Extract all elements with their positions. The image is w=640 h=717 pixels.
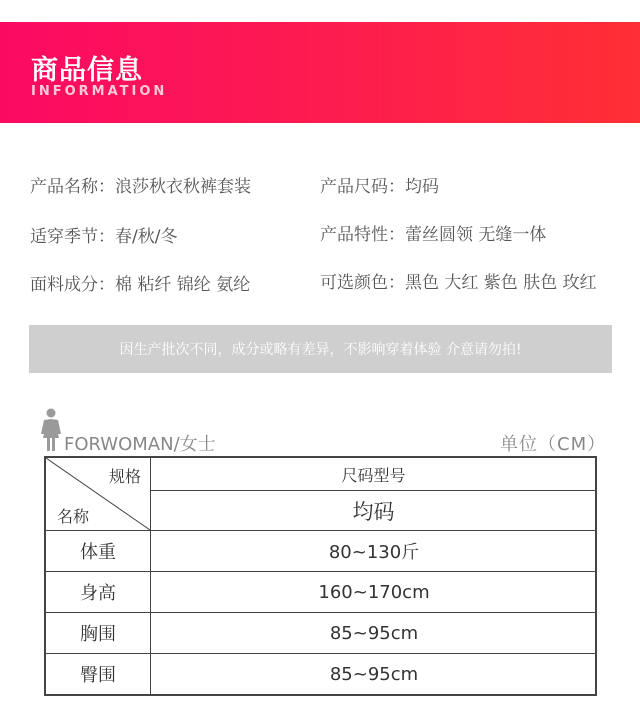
info-feature — [320, 220, 546, 245]
row-value: 160~170cm — [318, 581, 430, 603]
info-colors — [320, 268, 597, 293]
info-label: 面料成分： — [30, 275, 115, 295]
size-table — [44, 456, 597, 696]
info-season — [30, 222, 177, 247]
info-product-name — [30, 172, 251, 197]
info-label: 产品名称： — [30, 177, 115, 197]
info-label: 产品尺码： — [320, 177, 405, 197]
notice-bar: 因生产批次不同，成分或略有差异，不影响穿着体验 介意请勿拍! — [29, 325, 612, 373]
info-label: 产品特性： — [320, 225, 405, 245]
info-size — [320, 172, 439, 197]
info-value: 黑色 大红 紫色 肤色 玫红 — [405, 273, 597, 293]
row-name: 臀围 — [80, 665, 116, 686]
info-value: 棉 粘纤 锦纶 氨纶 — [115, 275, 251, 295]
row-name: 胸围 — [80, 624, 116, 645]
female-person-icon — [40, 408, 62, 452]
column-header: 尺码型号 — [341, 465, 406, 485]
info-value: 浪莎秋衣秋裤套装 — [115, 177, 251, 197]
row-name: 体重 — [80, 542, 116, 563]
row-name: 身高 — [80, 583, 116, 604]
corner-label-top: 规格 — [108, 466, 141, 486]
unit-label: 单位（CM） — [500, 434, 607, 455]
banner-title: 商品信息 — [31, 55, 143, 86]
info-value: 蕾丝圆领 无缝一体 — [405, 225, 547, 245]
row-divider — [150, 490, 597, 491]
corner-label-bottom: 名称 — [56, 506, 89, 526]
row-value: 85~95cm — [329, 622, 419, 644]
info-material — [30, 270, 250, 295]
row-value: 80~130斤 — [328, 542, 420, 563]
row-value: 85~95cm — [329, 663, 419, 685]
info-value: 均码 — [405, 177, 439, 197]
banner-subtitle: INFORMATION — [31, 84, 168, 99]
info-label: 可选颜色： — [320, 273, 405, 293]
info-value: 春/秋/冬 — [115, 227, 178, 247]
info-label: 适穿季节： — [30, 227, 115, 247]
info-banner — [0, 22, 640, 123]
gender-label: FORWOMAN/女士 — [64, 434, 216, 455]
size-value: 均码 — [352, 499, 395, 524]
